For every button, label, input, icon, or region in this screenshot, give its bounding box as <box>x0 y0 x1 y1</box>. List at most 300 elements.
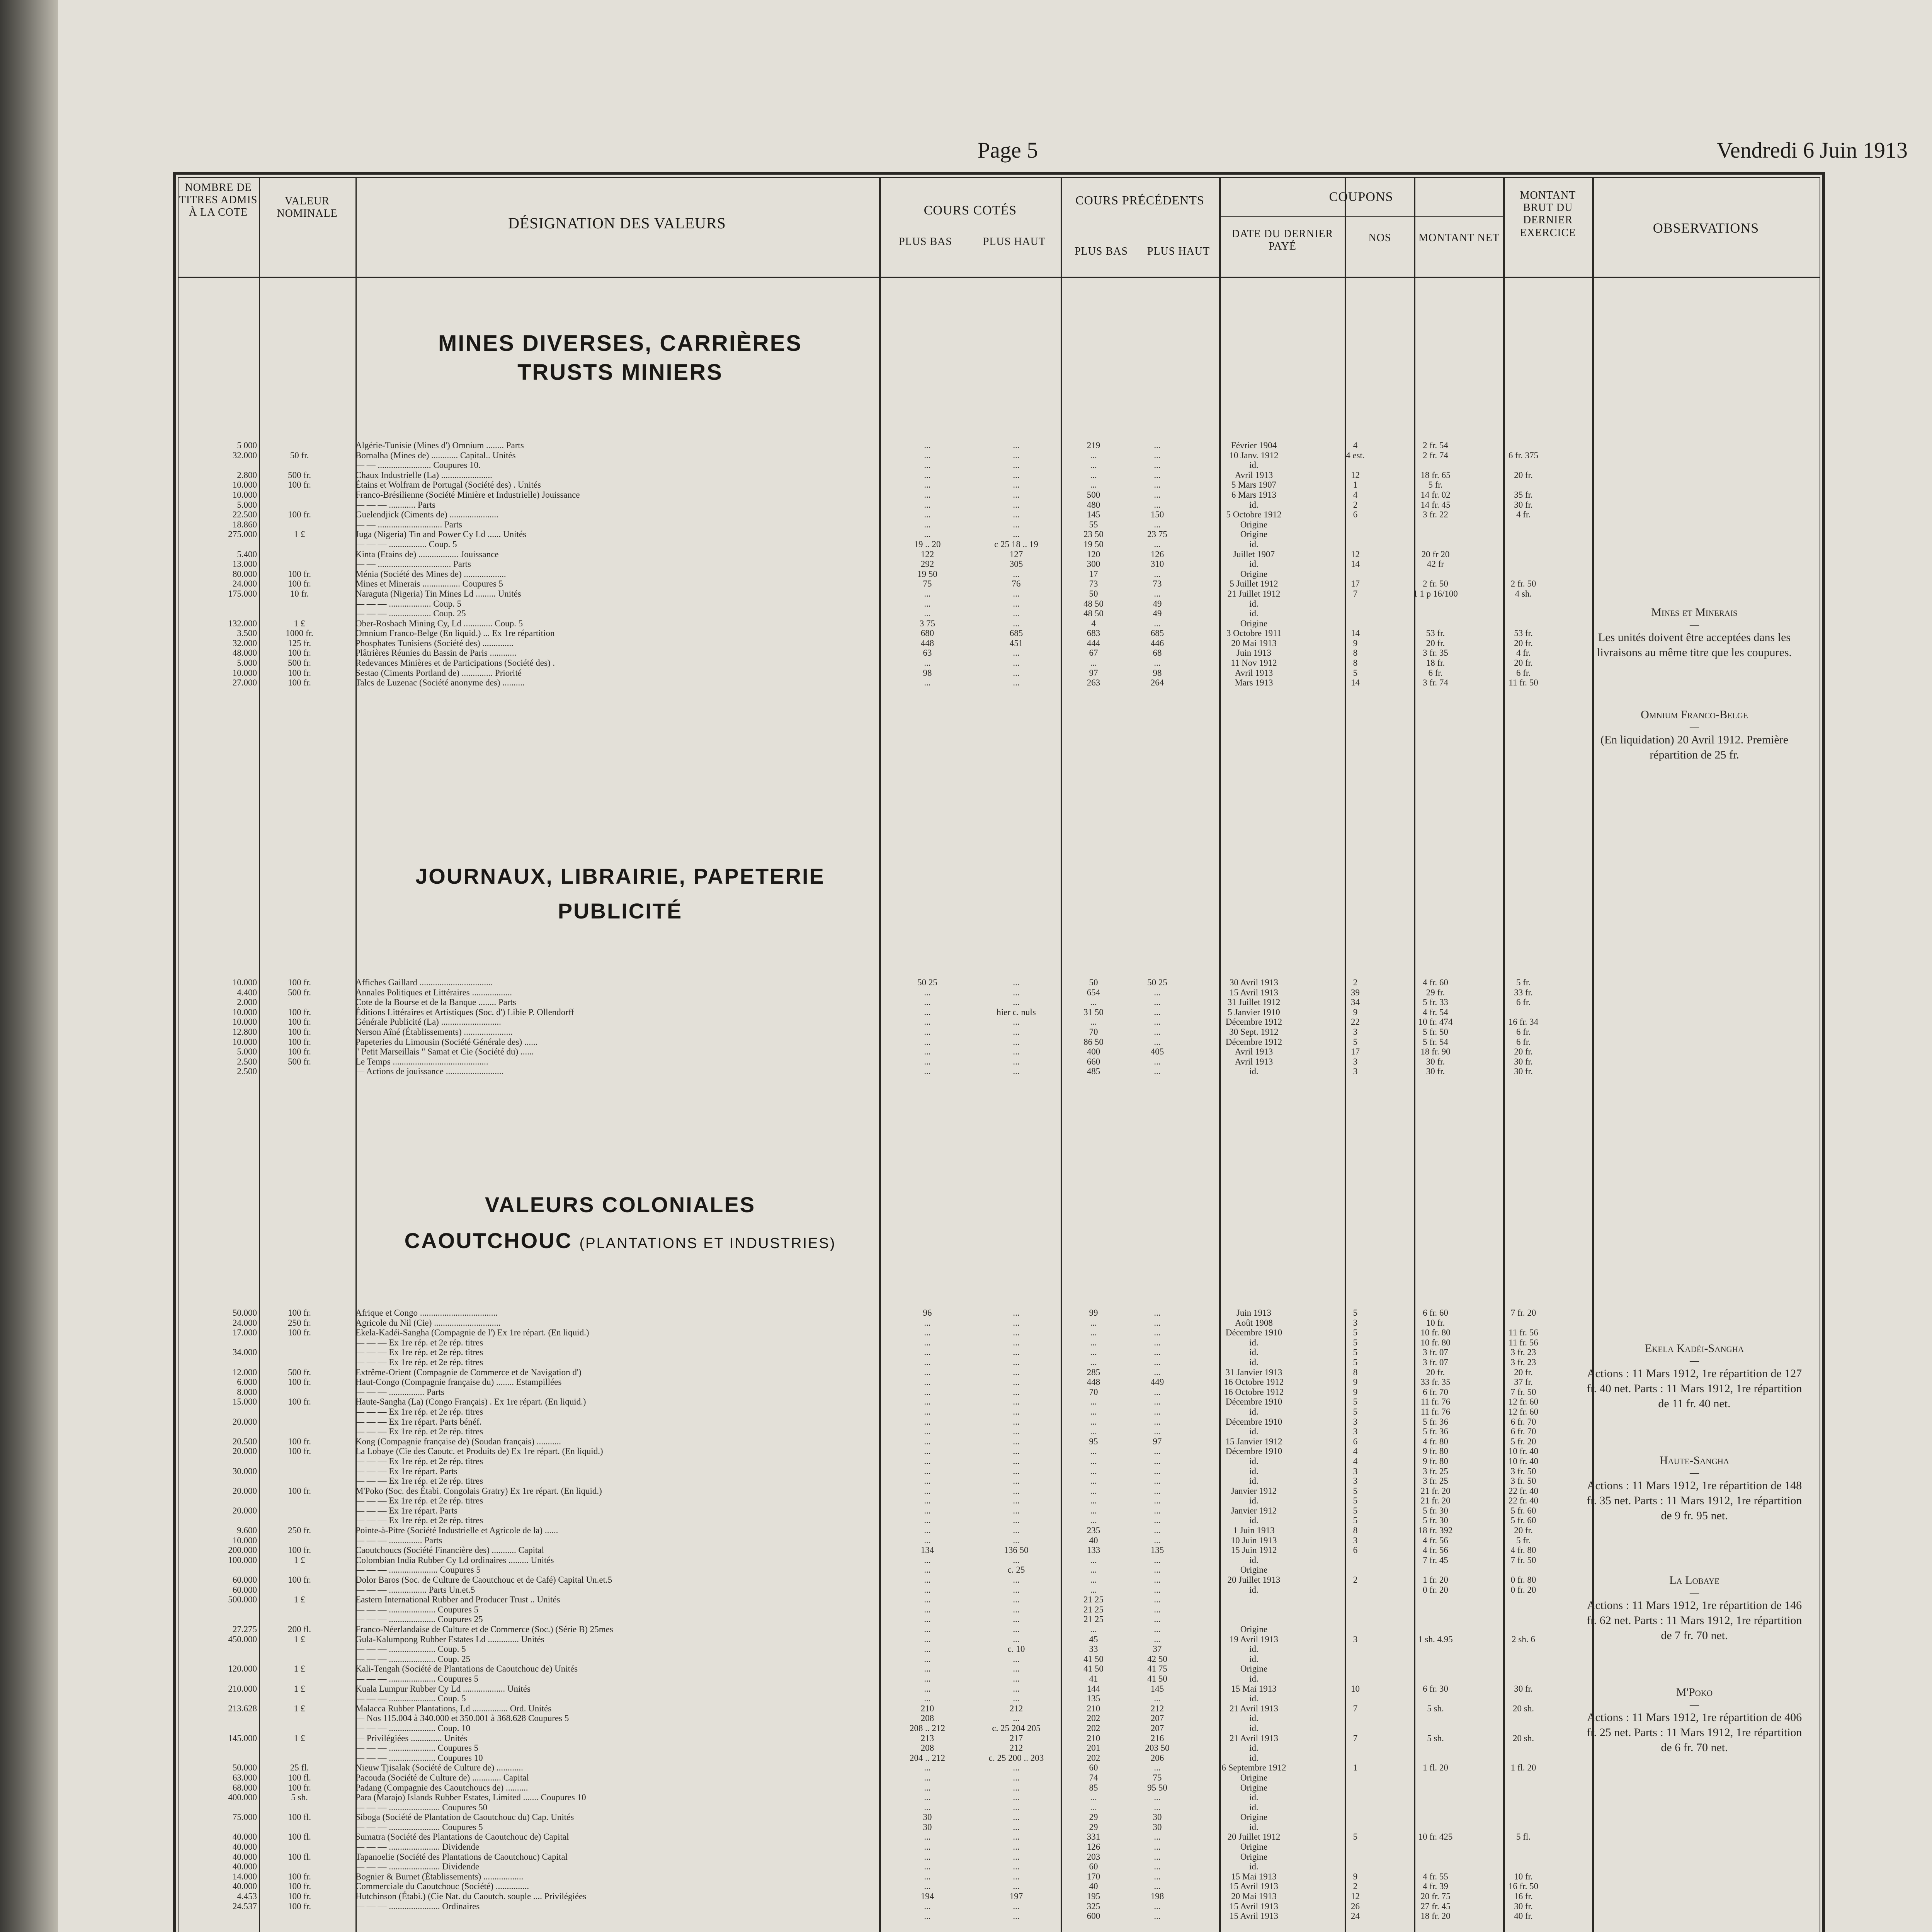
cours-plus-haut: ... <box>1013 599 1020 609</box>
montant-brut: 0 fr. 20 <box>1510 1585 1536 1595</box>
prec-plus-bas: 60 <box>1089 1862 1098 1872</box>
table-row <box>180 658 1818 668</box>
titres-count: 40.000 <box>232 1842 257 1852</box>
security-name: — — — ..................... Coupures 25 <box>355 1614 483 1624</box>
nominal-value: 100 fr. <box>287 1308 311 1318</box>
cours-plus-haut: ... <box>1013 648 1020 658</box>
table-row <box>180 1017 1818 1027</box>
montant-brut: 20 fr. <box>1514 470 1533 480</box>
cours-plus-bas: ... <box>924 1772 931 1782</box>
coupon-montant: 5 fr. 33 <box>1423 997 1448 1007</box>
prec-plus-haut: ... <box>1154 1017 1161 1027</box>
cours-plus-bas: ... <box>924 1763 931 1773</box>
cours-plus-haut: ... <box>1013 1713 1020 1723</box>
coupons-rule <box>1219 216 1503 217</box>
security-name: Ménia (Société des Mines de) ................... <box>355 569 506 579</box>
cours-plus-haut: ... <box>1013 1047 1020 1057</box>
prec-plus-haut: 73 <box>1153 579 1162 589</box>
prec-plus-bas: 135 <box>1087 1694 1100 1704</box>
table-row <box>180 1486 1818 1496</box>
security-name: — — ........................ Coupures 10. <box>355 460 481 470</box>
obs-dash: — <box>1690 1356 1699 1366</box>
coupon-date: id. <box>1249 1347 1259 1357</box>
security-name: — — — ..................... Coupures 5 <box>355 1743 479 1753</box>
coupon-date: id. <box>1249 609 1259 619</box>
prec-plus-haut: 126 <box>1150 549 1164 559</box>
prec-plus-haut: ... <box>1154 1456 1161 1466</box>
titres-count: 400.000 <box>228 1793 257 1803</box>
coupon-date: Origine <box>1240 1782 1268 1793</box>
cours-plus-bas: 208 <box>920 1713 934 1723</box>
montant-brut: 20 fr. <box>1514 638 1533 648</box>
coupon-number: 4 <box>1353 1446 1358 1456</box>
prec-plus-haut: 30 <box>1153 1822 1162 1832</box>
table-row <box>180 1387 1818 1397</box>
cours-plus-bas: 98 <box>923 668 932 678</box>
montant-brut: 20 fr. <box>1514 1526 1533 1536</box>
coupon-montant: 4 fr. 54 <box>1423 1007 1448 1017</box>
security-name: — Privilégiées .............. Unités <box>355 1733 468 1743</box>
coupon-date: id. <box>1249 1476 1259 1486</box>
prec-plus-haut: ... <box>1154 1427 1161 1437</box>
titres-count: 200.000 <box>228 1545 257 1555</box>
security-name: Agricole du Nil (Cie) .............................. <box>355 1318 501 1328</box>
cours-plus-bas: ... <box>924 1852 931 1862</box>
table-row <box>180 1773 1818 1783</box>
security-name: Naraguta (Nigeria) Tin Mines Ld ......... Unités <box>355 588 521 599</box>
table-row <box>180 1027 1818 1037</box>
cours-plus-haut: ... <box>1013 1347 1020 1357</box>
cours-plus-haut: ... <box>1013 1684 1020 1694</box>
security-name: Pointe-à-Pitre (Société Industrielle et Agricole de la) ...... <box>355 1526 558 1536</box>
prec-plus-bas: 21 25 <box>1083 1614 1104 1624</box>
nominal-value: 100 fr. <box>287 1047 311 1057</box>
coupon-date: Origine <box>1240 618 1268 628</box>
montant-brut: 20 fr. <box>1514 1047 1533 1057</box>
table-row <box>180 1066 1818 1077</box>
coupon-date: 20 Juillet 1912 <box>1227 1832 1281 1842</box>
cours-plus-haut: ... <box>1013 1782 1020 1793</box>
coupon-number: 34 <box>1351 997 1360 1007</box>
prec-plus-bas: 97 <box>1089 668 1098 678</box>
table-row <box>180 1585 1818 1595</box>
titres-count: 10.000 <box>232 668 257 678</box>
cours-plus-haut: ... <box>1013 1871 1020 1881</box>
coupon-date: 16 Octobre 1912 <box>1224 1377 1284 1387</box>
coupon-number: 10 <box>1351 1684 1360 1694</box>
security-name: — — — ............... Parts <box>355 1535 442 1545</box>
prec-plus-bas: 203 <box>1087 1852 1100 1862</box>
prec-plus-haut: ... <box>1154 1476 1161 1486</box>
cours-plus-haut: ... <box>1013 1832 1020 1842</box>
coupon-number: 3 <box>1353 1056 1358 1066</box>
coupon-montant: 4 fr. 39 <box>1423 1881 1448 1891</box>
nominal-value: 500 fr. <box>287 1367 311 1377</box>
titres-count: 2.000 <box>237 997 257 1007</box>
prec-plus-haut: ... <box>1154 1802 1161 1812</box>
table-row <box>180 1565 1818 1575</box>
obs-haute-sangha <box>1586 1453 1803 1523</box>
table-row <box>180 1713 1818 1723</box>
montant-brut: 5 fr. 20 <box>1510 1436 1536 1446</box>
obs-mpoko-text: Actions : 11 Mars 1912, 1re répartition de 406 fr. 25 net. Parts : 11 Mars 1912, 1re répartition de 6 fr. 70 net. <box>1587 1711 1802 1754</box>
prec-plus-bas: 74 <box>1089 1772 1098 1782</box>
security-name: Cote de la Bourse et de la Banque ........ Parts <box>355 997 516 1007</box>
cours-plus-haut: ... <box>1013 1526 1020 1536</box>
prec-plus-bas: 202 <box>1087 1713 1100 1723</box>
prec-plus-bas: 21 25 <box>1083 1604 1104 1614</box>
montant-brut: 6 fr. 70 <box>1510 1417 1536 1427</box>
prec-plus-bas: ... <box>1090 1555 1097 1565</box>
prec-plus-haut: ... <box>1154 588 1161 599</box>
nominal-value: 1 £ <box>294 1664 305 1674</box>
cours-plus-haut: ... <box>1013 1673 1020 1684</box>
coupon-date: 5 Mars 1907 <box>1231 480 1277 490</box>
coupon-montant: 5 fr. 30 <box>1423 1515 1448 1526</box>
table-row <box>180 1733 1818 1743</box>
coupon-date: Avril 1913 <box>1235 1056 1273 1066</box>
prec-plus-bas: 448 <box>1087 1377 1100 1387</box>
coupon-number: 12 <box>1351 1891 1360 1901</box>
coupon-montant: 3 fr. 07 <box>1423 1357 1448 1367</box>
col-date: DATE DU DERNIER PAYÉ <box>1231 228 1333 253</box>
prec-plus-bas: 86 50 <box>1083 1037 1104 1047</box>
table-row <box>180 619 1818 629</box>
table-row <box>180 1803 1818 1813</box>
prec-plus-bas: ... <box>1090 1565 1097 1575</box>
coupon-number: 17 <box>1351 579 1360 589</box>
nominal-value: 1 £ <box>294 1703 305 1713</box>
titres-count: 5.000 <box>237 1047 257 1057</box>
coupon-date: 21 Juillet 1912 <box>1227 588 1281 599</box>
montant-brut: 3 fr. 50 <box>1510 1476 1536 1486</box>
table-row <box>180 1466 1818 1476</box>
titres-count: 120.000 <box>228 1664 257 1674</box>
prec-plus-haut: ... <box>1154 1066 1161 1077</box>
montant-brut: 30 fr. <box>1514 1901 1533 1911</box>
coupon-date: 10 Janv. 1912 <box>1229 450 1279 460</box>
security-name: Extrême-Orient (Compagnie de Commerce et de Navigation d') <box>355 1367 582 1377</box>
coupon-number: 4 <box>1353 1456 1358 1466</box>
coupon-montant: 11 fr. 76 <box>1420 1397 1451 1407</box>
cours-plus-bas: ... <box>924 987 931 997</box>
table-row <box>180 1723 1818 1733</box>
coupon-date: Avril 1913 <box>1235 1047 1273 1057</box>
coupon-montant: 5 fr. <box>1428 480 1443 490</box>
cours-plus-haut: 212 <box>1009 1703 1023 1713</box>
security-name: Gula-Kalumpong Rubber Estates Ld .............. Unités <box>355 1634 544 1644</box>
prec-plus-bas: ... <box>1090 1328 1097 1338</box>
nominal-value: 100 fl. <box>287 1772 311 1782</box>
prec-plus-haut: 216 <box>1150 1733 1164 1743</box>
prec-plus-haut: ... <box>1154 1397 1161 1407</box>
prec-plus-haut: ... <box>1154 1367 1161 1377</box>
titres-count: 450.000 <box>228 1634 257 1644</box>
titres-count: 210.000 <box>228 1684 257 1694</box>
cours-plus-bas: ... <box>924 1694 931 1704</box>
journaux-rows <box>180 978 1818 1077</box>
col-plus-haut: PLUS HAUT <box>983 236 1046 248</box>
cours-plus-bas: 448 <box>920 638 934 648</box>
montant-brut: 10 fr. 40 <box>1508 1456 1539 1466</box>
montant-brut: 6 fr. <box>1516 997 1531 1007</box>
security-name: — — — Ex 1re rép. et 2e rép. titres <box>355 1515 483 1526</box>
cours-plus-bas: ... <box>924 1595 931 1605</box>
security-name: Annales Politiques et Littéraires .................. <box>355 987 512 997</box>
prec-plus-haut: ... <box>1154 987 1161 997</box>
cours-plus-bas: ... <box>924 460 931 470</box>
security-name: — — — Ex 1re rép. et 2e rép. titres <box>355 1337 483 1347</box>
titres-count: 48.000 <box>232 648 257 658</box>
prec-plus-haut: ... <box>1154 1337 1161 1347</box>
coupon-date: 5 Octobre 1912 <box>1226 510 1282 520</box>
cours-plus-bas: ... <box>924 1614 931 1624</box>
coupon-number: 9 <box>1353 1377 1358 1387</box>
security-name: Haute-Sangha (La) (Congo Français) . Ex 1re répart. (En liquid.) <box>355 1397 586 1407</box>
prec-plus-haut: 207 <box>1150 1713 1164 1723</box>
coupon-number: 5 <box>1353 1515 1358 1526</box>
col-coupons: COUPONS <box>1329 190 1393 204</box>
coupon-date: Juillet 1907 <box>1233 549 1275 559</box>
table-row <box>180 1007 1818 1017</box>
titres-count: 20.000 <box>232 1505 257 1515</box>
cours-plus-haut: 76 <box>1012 579 1021 589</box>
prec-plus-bas: ... <box>1090 1466 1097 1476</box>
nominal-value: 100 fr. <box>287 668 311 678</box>
cours-plus-haut: 212 <box>1009 1743 1023 1753</box>
cours-plus-haut: ... <box>1013 997 1020 1007</box>
prec-plus-bas: 48 50 <box>1083 609 1104 619</box>
cours-plus-bas: 680 <box>920 628 934 638</box>
titres-count: 8.000 <box>237 1387 257 1397</box>
table-row <box>180 1328 1818 1338</box>
cours-plus-haut: ... <box>1013 1604 1020 1614</box>
security-name: Bognier & Burnet (Établissements) .................. <box>355 1871 524 1881</box>
coupon-date: 30 Avril 1913 <box>1229 978 1279 987</box>
coupon-number: 8 <box>1353 658 1358 668</box>
coupon-number: 5 <box>1353 1486 1358 1496</box>
page-number: Page 5 <box>978 138 1038 163</box>
prec-plus-haut: ... <box>1154 470 1161 480</box>
cours-plus-bas: ... <box>924 1066 931 1077</box>
obs-mines <box>1586 605 1803 660</box>
coupon-number: 26 <box>1351 1901 1360 1911</box>
prec-plus-bas: ... <box>1090 1427 1097 1437</box>
coupon-number: 9 <box>1353 638 1358 648</box>
coupon-number: 9 <box>1353 1007 1358 1017</box>
coupon-number: 24 <box>1351 1911 1360 1921</box>
nominal-value: 100 fr. <box>287 1328 311 1338</box>
table-row <box>180 1763 1818 1773</box>
cours-plus-bas: ... <box>924 1782 931 1793</box>
nominal-value: 100 fr. <box>287 510 311 520</box>
prec-plus-bas: 500 <box>1087 490 1100 500</box>
titres-count: 40.000 <box>232 1852 257 1862</box>
prec-plus-haut: ... <box>1154 480 1161 490</box>
montant-brut: 6 fr. 375 <box>1508 450 1539 460</box>
obs-haute-title: Haute-Sangha <box>1659 1454 1730 1467</box>
cours-plus-bas: ... <box>924 599 931 609</box>
security-name: Kinta (Etains de) .................. Jouissance <box>355 549 499 559</box>
table-row <box>180 1347 1818 1357</box>
coupon-date: 16 Octobre 1912 <box>1224 1387 1284 1397</box>
prec-plus-bas: 195 <box>1087 1891 1100 1901</box>
cours-plus-haut: ... <box>1013 529 1020 539</box>
titres-count: 75.000 <box>232 1812 257 1822</box>
table-row <box>180 1037 1818 1047</box>
prec-plus-haut: ... <box>1154 1852 1161 1862</box>
prec-plus-bas: ... <box>1090 1793 1097 1803</box>
security-name: — — — ...................... Coupures 5 <box>355 1565 481 1575</box>
prec-plus-haut: ... <box>1154 1555 1161 1565</box>
cours-plus-haut: ... <box>1013 1406 1020 1417</box>
table-row <box>180 579 1818 589</box>
nominal-value: 100 fr. <box>287 1446 311 1456</box>
prec-plus-bas: 144 <box>1087 1684 1100 1694</box>
cours-plus-haut: ... <box>1013 440 1020 450</box>
table-row <box>180 559 1818 569</box>
coupon-montant: 42 fr <box>1427 559 1444 569</box>
prec-plus-bas: ... <box>1090 480 1097 490</box>
security-name: Franco-Néerlandaise de Culture et de Commerce (Soc.) (Série B) 25mes <box>355 1624 613 1634</box>
section-subtitle-plantations: (PLANTATIONS ET INDUSTRIES) <box>579 1235 836 1252</box>
coupon-number: 5 <box>1353 1406 1358 1417</box>
montant-brut: 53 fr. <box>1514 628 1533 638</box>
prec-plus-bas: ... <box>1090 1017 1097 1027</box>
table-row <box>180 1338 1818 1348</box>
titres-count: 24.000 <box>232 579 257 589</box>
prec-plus-haut: ... <box>1154 1347 1161 1357</box>
coupon-date: id. <box>1249 1862 1259 1872</box>
titres-count: 68.000 <box>232 1782 257 1793</box>
coupon-montant: 1 fr. 20 <box>1423 1575 1448 1585</box>
table-row <box>180 1822 1818 1832</box>
cours-plus-haut: ... <box>1013 1694 1020 1704</box>
montant-brut: 3 fr. 50 <box>1510 1466 1536 1476</box>
coupon-number: 8 <box>1353 1526 1358 1536</box>
titres-count: 2.500 <box>237 1056 257 1066</box>
prec-plus-bas: 95 <box>1089 1436 1098 1446</box>
prec-plus-bas: ... <box>1090 1575 1097 1585</box>
cours-plus-haut: ... <box>1013 1862 1020 1872</box>
coupon-number: 5 <box>1353 1328 1358 1338</box>
obs-lobaye <box>1586 1573 1803 1643</box>
titres-count: 18.860 <box>232 519 257 529</box>
prec-plus-haut: 49 <box>1153 609 1162 619</box>
security-name: Ober-Rosbach Mining Cy, Ld ............. Coup. 5 <box>355 618 523 628</box>
table-row <box>180 529 1818 539</box>
security-name: — — — Ex 1re rép. et 2e rép. titres <box>355 1496 483 1506</box>
cours-plus-haut: ... <box>1013 1624 1020 1634</box>
table-row <box>180 1753 1818 1763</box>
prec-plus-bas: 70 <box>1089 1027 1098 1037</box>
cours-plus-bas: ... <box>924 1007 931 1017</box>
cours-plus-haut: ... <box>1013 1822 1020 1832</box>
titres-count: 14.000 <box>232 1871 257 1881</box>
cours-plus-bas: ... <box>924 1881 931 1891</box>
cours-plus-haut: ... <box>1013 450 1020 460</box>
titres-count: 2.500 <box>237 1066 257 1077</box>
cours-plus-haut: c. 25 <box>1007 1565 1025 1575</box>
titres-count: 20.000 <box>232 1446 257 1456</box>
coupon-number: 17 <box>1351 1047 1360 1057</box>
table-row <box>180 1812 1818 1822</box>
coupon-number: 7 <box>1353 1703 1358 1713</box>
coupon-date: Décembre 1910 <box>1225 1417 1282 1427</box>
coupon-number: 5 <box>1353 1337 1358 1347</box>
cours-plus-haut: c. 10 <box>1007 1644 1025 1654</box>
obs-mines-text: Les unités doivent être acceptées dans les livraisons au même titre que les coupures. <box>1597 631 1792 659</box>
cours-plus-bas: ... <box>924 1802 931 1812</box>
cours-plus-bas: 50 25 <box>917 978 937 987</box>
table-row <box>180 1694 1818 1704</box>
cours-plus-haut: 136 50 <box>1004 1545 1029 1555</box>
security-name: Étains et Wolfram de Portugal (Société des) . Unités <box>355 480 541 490</box>
security-name: — — — ................ Parts <box>355 1387 444 1397</box>
montant-brut: 4 fr. <box>1516 648 1531 658</box>
coupon-date: Avril 1913 <box>1235 668 1273 678</box>
nominal-value: 5 sh. <box>291 1793 308 1803</box>
coupon-montant: 3 fr. 25 <box>1423 1476 1448 1486</box>
prec-plus-haut: ... <box>1154 1027 1161 1037</box>
montant-brut: 2 sh. 6 <box>1512 1634 1535 1644</box>
cours-plus-bas: ... <box>924 510 931 520</box>
table-row <box>180 539 1818 549</box>
titres-count: 24.000 <box>232 1318 257 1328</box>
section-title-journaux: JOURNAUX, LIBRAIRIE, PAPETERIE <box>415 864 825 888</box>
prec-plus-bas: 300 <box>1087 559 1100 569</box>
cours-plus-bas: ... <box>924 519 931 529</box>
prec-plus-haut: ... <box>1154 1486 1161 1496</box>
titres-count: 27.000 <box>232 678 257 688</box>
coupon-montant: 21 fr. 20 <box>1420 1496 1451 1506</box>
coupon-date: id. <box>1249 559 1259 569</box>
cours-plus-bas: ... <box>924 997 931 1007</box>
security-name: — — ................................. Parts <box>355 559 471 569</box>
security-name: Tapanoelie (Société des Plantations de Caoutchouc) Capital <box>355 1852 568 1862</box>
prec-plus-haut: 95 50 <box>1147 1782 1167 1793</box>
coupon-montant: 6 fr. 70 <box>1423 1387 1448 1397</box>
table-row <box>180 1377 1818 1387</box>
nominal-value: 100 fr. <box>287 1017 311 1027</box>
prec-plus-bas: 120 <box>1087 549 1100 559</box>
coupon-date: id. <box>1249 1713 1259 1723</box>
nominal-value: 1 £ <box>294 1684 305 1694</box>
coupon-date: Origine <box>1240 1812 1268 1822</box>
prec-plus-bas: ... <box>1090 1476 1097 1486</box>
prec-plus-bas: 285 <box>1087 1367 1100 1377</box>
cours-plus-haut: ... <box>1013 1037 1020 1047</box>
coupon-montant: 5 fr. 54 <box>1423 1037 1448 1047</box>
security-name: — — — Ex 1re rép. et 2e rép. titres <box>355 1427 483 1437</box>
cours-plus-haut: ... <box>1013 460 1020 470</box>
coupon-number: 5 <box>1353 1037 1358 1047</box>
cours-plus-bas: ... <box>924 1017 931 1027</box>
coupon-date: id. <box>1249 1066 1259 1077</box>
montant-brut: 10 fr. <box>1514 1871 1533 1881</box>
security-name: Kong (Compagnie française de) (Soudan français) ........... <box>355 1436 561 1446</box>
cours-plus-haut: ... <box>1013 1812 1020 1822</box>
cours-plus-bas: ... <box>924 678 931 688</box>
prec-plus-haut: ... <box>1154 1862 1161 1872</box>
coupon-number: 7 <box>1353 588 1358 599</box>
prec-plus-bas: ... <box>1090 1446 1097 1456</box>
prec-plus-bas: ... <box>1090 1585 1097 1595</box>
prec-plus-bas: ... <box>1090 1505 1097 1515</box>
cours-plus-bas: ... <box>924 1911 931 1921</box>
table-row <box>180 1526 1818 1536</box>
prec-plus-haut: 135 <box>1150 1545 1164 1555</box>
